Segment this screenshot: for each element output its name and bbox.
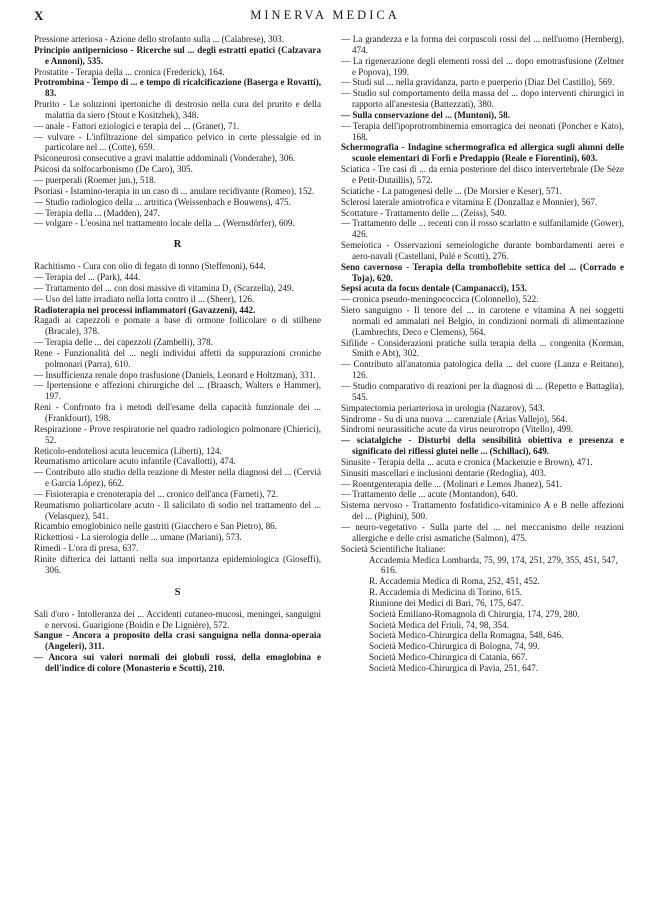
- society-entry: Società Medico-Chirurgica di Bologna, 74, 99.: [369, 641, 540, 652]
- index-entry: Sinusiti mascellari e inclusioni dentarie (Redoglia), 403.: [341, 467, 547, 478]
- index-entry: Reumatismo articolare acuto infantile (Cavallotti), 474.: [34, 456, 236, 467]
- index-entry: Sepsi acuta da focus dentale (Campanacci), 153.: [341, 283, 527, 294]
- society-entry: Società Medico-Chirurgica di Pavia, 251, 647.: [369, 662, 539, 673]
- index-entry: Sclerosi laterale amiotrofica e vitamina E (Donzallaz e Monnier), 567.: [341, 196, 598, 207]
- index-entry: Prostatite - Terapia della ... cronica (Frederick), 164.: [34, 66, 225, 77]
- right-column: [341, 34, 624, 674]
- index-entry: — Ancora sui valori normali dei globuli rossi, della emoglobina e dell'indice di colore (Monasterio e Scotti), 210.: [34, 652, 321, 673]
- index-entry: — Insufficienza renale dopo trasfusione (Daniels, Leonard e Holtzman), 331.: [34, 369, 316, 380]
- index-entry: — Studio comparativo di reazioni per la diagnosi di ... (Repetto e Battaglia), 545.: [341, 381, 624, 402]
- section-heading-r: R: [173, 239, 182, 251]
- left-block-2: [34, 261, 321, 575]
- left-block-3: [34, 609, 321, 674]
- index-entry: — Roentgenterapia delle ... (Molinari e Lemos Jbanez), 541.: [341, 478, 562, 489]
- index-entry: Seno cavernoso - Terapia della tromboflebite settica del ... (Corrado e Toja), 620.: [341, 261, 624, 283]
- index-entry: Prurito - Le soluzioni ipertoniche di destrosio nella cura del prurito e della malattia da siero (Stout e Kositzhek), 348.: [34, 99, 321, 120]
- index-entry: — vulvare - L'infiltrazione del simpatico pelvico in certe plessalgie ed in particolare nel ... (Cotte), 659.: [34, 131, 321, 153]
- index-entry: — Terapia della ... (Madden), 247.: [34, 207, 160, 218]
- index-entry: — Fisioterapia e crenoterapia del ... cronico dell'anca (Farneti), 72.: [34, 488, 279, 499]
- index-entry: Rickettiosi - La sierologia delle ... umane (Mariani), 573.: [34, 532, 242, 543]
- spacer: [34, 599, 321, 609]
- index-entry: Reni - Confronto fra i metodi dell'esame della capacità funzionale dei ... (Frankfourt), 198.: [34, 402, 321, 423]
- index-entry: Sindrome - Su di una nuova ... carenziale (Arias Vallejo), 564.: [341, 413, 568, 424]
- index-entry: Sistema nervoso - Trattamento fosfatidico-vitaminico A e B nelle affezioni del ... (Pighini), 500.: [341, 500, 624, 522]
- index-entry: Siero sanguigno - Il tenore del ... in carotene e vitamina A nei soggetti normali ed ammalati nel Belgio, in condizioni normali di alimentazione (Lambrechts, Deco e Clemens), 564.: [341, 305, 624, 337]
- index-entry: Reticolo-endoteliosi acuta leucemica (Liberti), 124.: [34, 445, 222, 456]
- index-entry: Semeiotica - Osservazioni semeiologiche durante bombardamenti aerei e aero-navali (Castellani, Pulé e Scotti), 276.: [341, 240, 624, 261]
- index-entry: — Uso del latte irradiato nella lotta contro il ... (Sheer), 126.: [34, 293, 255, 304]
- index-entry: Sali d'oro - Intolleranza dei ... Accidenti cutaneo-mucosi, meningei, sanguigni e nervosi. Guarigione (Boidin e De Lignière), 572.: [34, 608, 321, 630]
- index-entry: — La grandezza e la forma dei corpuscoli rossi del ... nell'uomo (Hernberg), 474.: [341, 34, 624, 55]
- index-entry: — Sulla conservazione del ... (Muntoni), 58.: [341, 109, 510, 120]
- index-entry: — Terapia del ... (Park), 444.: [34, 272, 141, 283]
- section-heading-s: S: [174, 586, 181, 598]
- index-entry: Sciatica - Tre casi di ... da ernia posteriore del disco intervertebrale (De Sèze e Petit-Dutaillis), 572.: [341, 164, 624, 185]
- society-entry: R. Accademia Medica di Roma, 252, 451, 452.: [369, 576, 540, 587]
- index-entry: Sindromi neurassitiche acute da virus neurotropo (Vitello), 499.: [341, 424, 574, 435]
- index-entry: — Terapia dell'ipoprotrombinemia emorragica dei neonati (Poncher e Kato), 168.: [341, 120, 624, 142]
- society-entry: Società Medico-Chirurgica di Catania, 667.: [369, 652, 528, 663]
- index-entry: — anale - Fattori eziologici e terapia del ... (Granet), 71.: [34, 120, 240, 131]
- index-entry: Rinite difterica dei lattanti nella sua importanza epidemiologica (Gioseffi), 306.: [34, 553, 321, 575]
- index-entry: Psiconeurosi consecutive a gravi malattie addominali (Vonderahe), 306.: [34, 153, 296, 164]
- index-entry: Sangue - Ancora a proposito della crasi sanguigna nella donna-operaia (Angeleri), 311.: [34, 630, 321, 652]
- left-column: [34, 34, 321, 674]
- index-entry: Reumatismo poliarticolare acuto - Il salicilato di sodio nel trattamento del ... (Velasquez), 541.: [34, 499, 321, 521]
- index-entry: — Contributo allo studio della reazione di Mester nella diagnosi del ... (Cerviá e García López), 662.: [34, 467, 321, 489]
- society-list: [341, 555, 624, 674]
- index-entry: Ricambio emoglobinico nelle gastriti (Giacchero e San Pietro), 86.: [34, 521, 277, 532]
- index-entry: Simpatectomia periarteriosa in urologia (Nazarov), 543.: [341, 402, 545, 413]
- index-entry: Rimedi - L'ora di presa, 637.: [34, 543, 139, 554]
- society-entry: Società Medica del Friuli, 74, 98, 354.: [369, 619, 509, 630]
- society-entry: Società Emiliano-Romagnola di Chirurgia, 174, 279, 280.: [369, 608, 580, 619]
- index-entry: — Contributo all'anatomia patologica della ... del cuore (Lanza e Reitano), 126.: [341, 359, 624, 381]
- spacer: [34, 251, 321, 261]
- index-entry: — Ipertensione e affezioni chirurgiche del ... (Braasch, Walters e Hammer), 197.: [34, 380, 321, 402]
- society-entry: Accademia Medica Lombarda, 75, 99, 174, 251, 279, 355, 451, 547, 616.: [369, 554, 618, 576]
- society-entry: Riunione dei Medici di Bari, 76, 175, 647.: [369, 597, 524, 608]
- index-entry: Sciatiche - La patogenesi delle ... (De Morsier e Keser), 571.: [341, 185, 562, 196]
- index-entry: — Trattamento delle ... recenti con il rosso scarlatto e sulfanilamide (Gower), 426.: [341, 218, 624, 240]
- journal-title: MINERVA MEDICA: [250, 8, 400, 22]
- index-entry: Rene - Funzionalità del ... negli individui affetti da suppurazioni croniche polmonari (Parra), 610.: [34, 347, 321, 369]
- index-entry: Psoriasi - Istamino-terapia in un caso di ... anulare recidivante (Romeo), 152.: [34, 185, 315, 196]
- index-entry: Pressione arteriosa - Azione dello strofanto sulla ... (Calabrese), 303.: [34, 34, 285, 44]
- right-block: [341, 34, 624, 555]
- index-entry: Psicosi da solfocarbonismo (De Caro), 305.: [34, 164, 193, 175]
- index-entry: — Studio radiologico della ... artritica (Weissenbach e Bouwens), 475.: [34, 196, 291, 207]
- index-entry: — neuro-vegetativo - Sulla parte del ... nel meccanismo delle reazioni allergiche e delle crisi asmatiche (Salmon), 475.: [341, 521, 624, 543]
- index-entry: — La rigenerazione degli elementi rossi del ... dopo emotrasfusione (Zeltner e Popova), 199.: [341, 55, 624, 77]
- left-block-1: [34, 34, 321, 229]
- page-number: X: [34, 8, 44, 23]
- index-entry: Scottature - Trattamento delle ... (Zeiss), 540.: [341, 207, 507, 218]
- index-entry: Respirazione - Prove respiratorie nel quadro radiologico polmonare (Chierici), 52.: [34, 423, 321, 445]
- society-entry: Società Medico-Chirurgica della Romagna, 548, 646.: [369, 630, 564, 641]
- index-entry: — volgare - L'eosina nel trattamento locale della ... (Wernsdörfer), 609.: [34, 218, 295, 229]
- index-entry: — Studio sul comportamento della massa del ... dopo interventi chirurgici in rapporto all'anestesia (Battezzati), 380.: [341, 88, 624, 110]
- page-header: [30, 6, 620, 26]
- index-entry: Società Scientifiche Italiane:: [341, 543, 446, 554]
- index-entry: — cronica pseudo-meningococcica (Colonnello), 522.: [341, 294, 539, 305]
- society-entry: R. Accademia di Medicina di Torino, 615.: [369, 587, 522, 598]
- index-entry: Principio antipernicioso - Ricerche sul ... degli estratti epatici (Calzavara e Annoni), 535.: [34, 44, 321, 66]
- spacer: [34, 229, 321, 239]
- index-entry: Sinusite - Terapia della ... acuta e cronica (Mackenzie e Brown), 471.: [341, 456, 593, 467]
- index-entry: Radioterapia nei processi infiammatori (Gavazzeni), 442.: [34, 304, 256, 315]
- index-entry: — Trattamento del ... con dosi massive di vitamina D₂ (Scarzella), 249.: [34, 282, 294, 293]
- spacer: [34, 576, 321, 587]
- index-entry: Rachitismo - Cura con olio di fegato di tonno (Steffenoni), 644.: [34, 261, 266, 272]
- index-entry: Schermografia - Indagine schermografica ed allergica sugli alunni delle scuole elementari di Forlì e Predappio (Reale e Fiorentini), 603.: [341, 142, 624, 164]
- index-entry: — Trattamento delle ... acute (Montandon), 640.: [341, 489, 518, 500]
- index-entry: Protrombina - Tempo di ... e tempo di ricalcificazione (Baserga e Rovatti), 83.: [34, 77, 321, 99]
- index-entry: — puerperali (Roemer jun.), 518.: [34, 174, 156, 185]
- index-entry: Ragadi ai capezzoli e pomate a base di ormone follicolare o di stilbene (Bracale), 378.: [34, 315, 321, 337]
- index-entry: — sciatalgiche - Disturbi della sensibilità obiettiva e presenza e significato dei riflessi glutei nelle ... (Schillaci), 649.: [341, 435, 624, 457]
- index-entry: — Terapia delle ... dei capezzoli (Zambelli), 378.: [34, 337, 213, 348]
- index-entry: — Studi sul ... nella gravidanza, parto e puerperio (Diaz Del Castillo), 569.: [341, 77, 615, 88]
- index-entry: Sifilide - Considerazioni pratiche sulla terapia della ... congenita (Korman, Smith e Abt), 302.: [341, 337, 624, 359]
